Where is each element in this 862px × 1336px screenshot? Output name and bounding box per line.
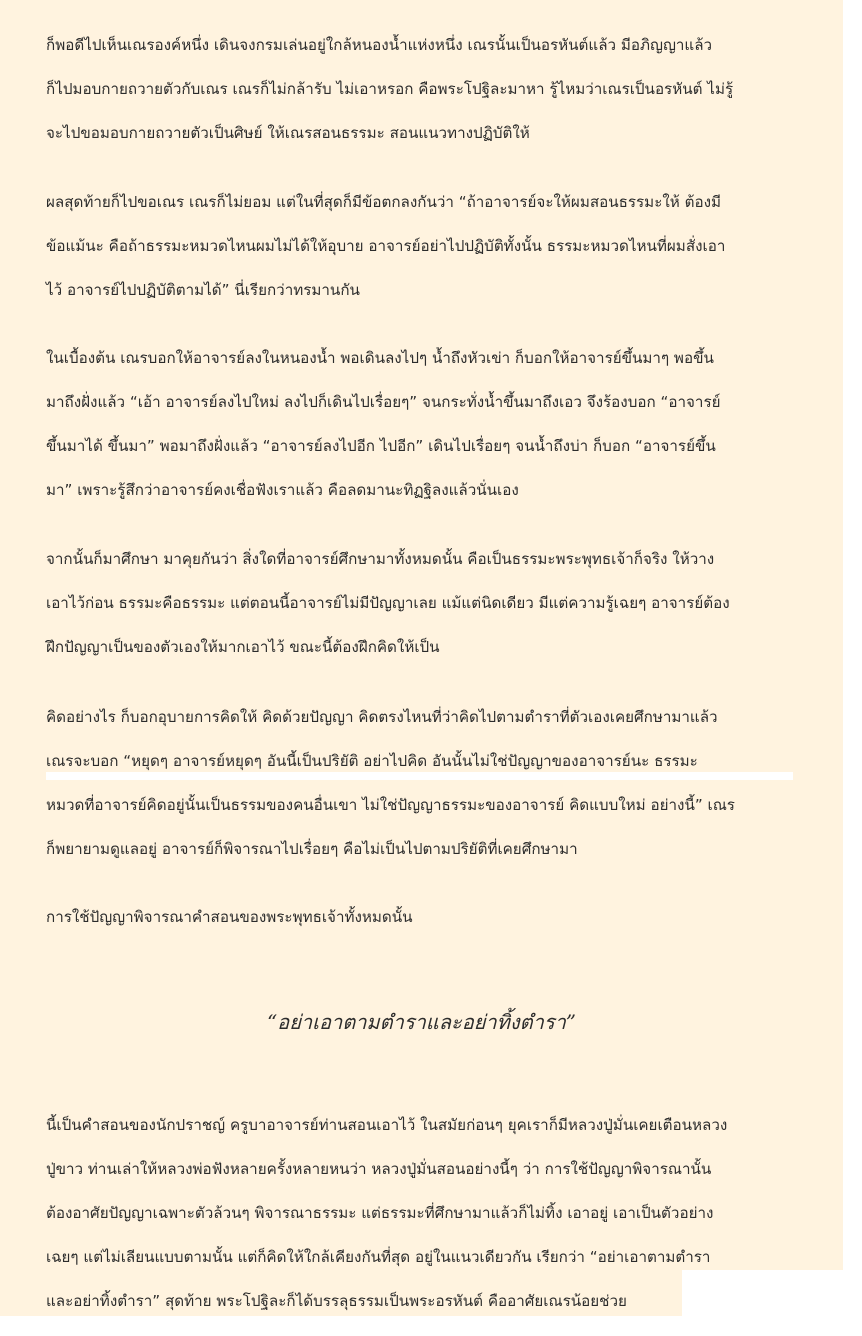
text-line: ขึ้นมาได้ ขึ้นมา” พอมาถึงฝั่งแล้ว “อาจารย์ลงไปอีก ไปอีก” เดินไปเรื่อยๆ จนน้ำถึงบ่า ก็บอก “อาจารย์ขึ้น xyxy=(46,437,716,455)
text-line: จะไปขอมอบกายถวายตัวเป็นศิษย์ ให้เณรสอนธรรมะ สอนแนวทางปฏิบัติให้ xyxy=(46,124,530,142)
text-line: มาถึงฝั่งแล้ว “เอ้า อาจารย์ลงไปใหม่ ลงไปก็เดินไปเรื่อยๆ” จนกระทั่งน้ำขึ้นมาถึงเอว จึงร้องบอก “อาจารย์ xyxy=(46,393,721,411)
text-line: จากนั้นก็มาศึกษา มาคุยกันว่า สิ่งใดที่อาจารย์ศึกษามาทั้งหมดนั้น คือเป็นธรรมะพระพุทธเจ้าก็จริง ให้วาง xyxy=(46,550,715,568)
text-selection-band xyxy=(46,772,793,780)
text-line: ข้อแม้นะ คือถ้าธรรมะหมวดไหนผมไม่ได้ให้อุบาย อาจารย์อย่าไปปฏิบัติทั้งนั้น ธรรมะหมวดไหนที่ผมสั่งเอา xyxy=(46,237,726,255)
text-line: ก็ไปมอบกายถวายตัวกับเณร เณรก็ไม่กล้ารับ ไม่เอาหรอก คือพระโปฐิละมาหา รู้ไหมว่าเณรเป็นอรหันต์ ไม่รู้ xyxy=(46,80,734,98)
text-line: ต้องอาศัยปัญญาเฉพาะตัวล้วนๆ พิจารณาธรรมะ แต่ธรรมะที่ศึกษามาแล้วก็ไม่ทิ้ง เอาอยู่ เอาเป็นตัวอย่าง xyxy=(46,1204,714,1222)
right-gutter xyxy=(843,0,862,1336)
text-line: เณรจะบอก “หยุดๆ อาจารย์หยุดๆ อันนี้เป็นปริยัติ อย่าไปคิด อันนั้นไม่ใช่ปัญญาของอาจารย์นะ ธรรมะ xyxy=(46,752,698,770)
text-line: นี้เป็นคำสอนของนักปราชญ์ ครูบาอาจารย์ท่านสอนเอาไว้ ในสมัยก่อนๆ ยุคเราก็มีหลวงปู่มั่นเคยเตือนหลวง xyxy=(46,1116,728,1134)
text-line: หมวดที่อาจารย์คิดอยู่นั้นเป็นธรรมของคนอื่นเขา ไม่ใช่ปัญญาธรรมะของอาจารย์ คิดแบบใหม่ อย่างนี้” เณร xyxy=(46,796,735,814)
text-line: เอาไว้ก่อน ธรรมะคือธรรมะ แต่ตอนนี้อาจารย์ไม่มีปัญญาเลย แม้แต่นิดเดียว มีแต่ความรู้เฉยๆ อาจารย์ต้อง xyxy=(46,594,730,612)
text-line: ฝึกปัญญาเป็นของตัวเองให้มากเอาไว้ ขณะนี้ต้องฝึกคิดให้เป็น xyxy=(46,638,440,656)
text-line: เฉยๆ แต่ไม่เลียนแบบตามนั้น แต่ก็คิดให้ใกล้เคียงกันที่สุด อยู่ในแนวเดียวกัน เรียกว่า “อย่าเอาตามตำรา xyxy=(46,1248,711,1266)
text-line: และอย่าทิ้งตำรา” สุดท้าย พระโปฐิละก็ได้บรรลุธรรมเป็นพระอรหันต์ คืออาศัยเณรน้อยช่วย xyxy=(46,1292,627,1310)
text-line: ปู่ขาว ท่านเล่าให้หลวงพ่อฟังหลายครั้งหลายหนว่า หลวงปู่มั่นสอนอย่างนี้ๆ ว่า การใช้ปัญญาพิจารณานั้น xyxy=(46,1160,712,1178)
text-line: การใช้ปัญญาพิจารณาคำสอนของพระพุทธเจ้าทั้งหมดนั้น xyxy=(46,908,413,926)
text-line: ผลสุดท้ายก็ไปขอเณร เณรก็ไม่ยอม แต่ในที่สุดก็มีข้อตกลงกันว่า “ถ้าอาจารย์จะให้ผมสอนธรรมะให้ ต้องมี xyxy=(46,193,722,211)
text-line: ก็พอดีไปเห็นเณรองค์หนึ่ง เดินจงกรมเล่นอยู่ใกล้หนองน้ำแห่งหนึ่ง เณรนั้นเป็นอรหันต์แล้ว มีอภิญญาแล้ว xyxy=(46,36,713,54)
pull-quote: “อย่าเอาตามตำราและอย่าทิ้งตำรา” xyxy=(266,1010,577,1034)
text-line: ไว้ อาจารย์ไปปฏิบัติตามได้” นี่เรียกว่าทรมานกัน xyxy=(46,281,360,299)
text-line: ในเบื้องต้น เณรบอกให้อาจารย์ลงในหนองน้ำ พอเดินลงไปๆ น้ำถึงหัวเข่า ก็บอกให้อาจารย์ขึ้นมาๆ พอขึ้น xyxy=(46,349,714,367)
text-line: มา” เพราะรู้สึกว่าอาจารย์คงเชื่อฟังเราแล้ว คือลดมานะทิฏฐิลงแล้วนั่นเอง xyxy=(46,481,519,499)
text-line: ก็พยายามดูแลอยู่ อาจารย์ก็พิจารณาไปเรื่อยๆ คือไม่เป็นไปตามปริยัติที่เคยศึกษามา xyxy=(46,840,578,858)
text-line: คิดอย่างไร ก็บอกอุบายการคิดให้ คิดด้วยปัญญา คิดตรงไหนที่ว่าคิดไปตามตำราที่ตัวเองเคยศึกษามาแล้ว xyxy=(46,708,718,726)
